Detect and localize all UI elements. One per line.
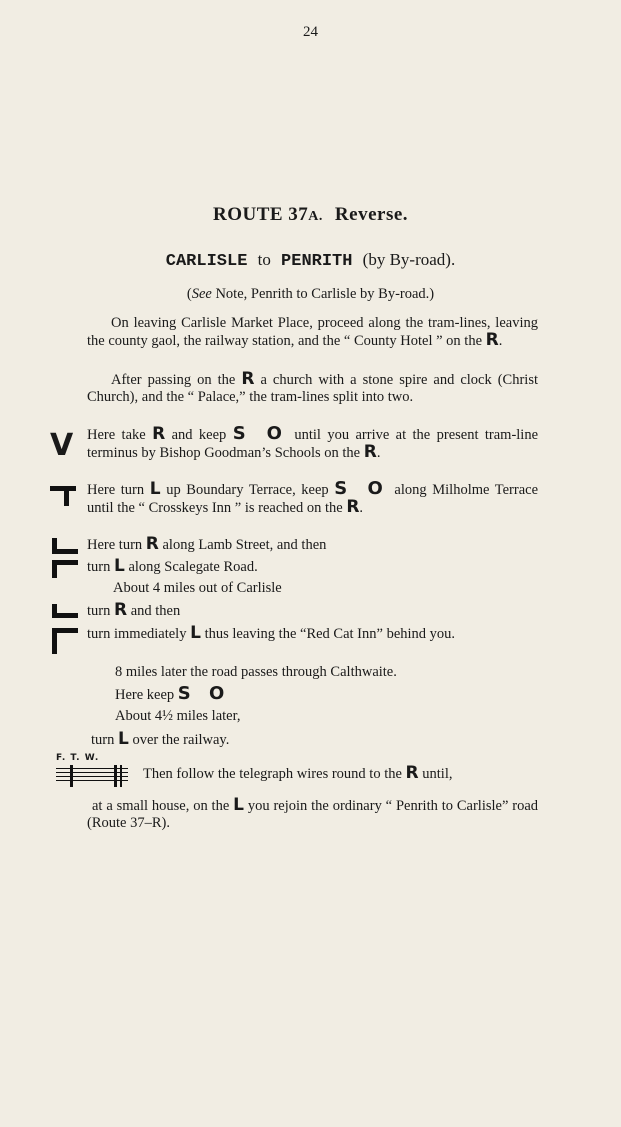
direction-symbol: R: [152, 424, 166, 444]
route-note: (See Note, Penrith to Carlisle by By-road.): [186, 286, 435, 302]
paragraph-13: turn L over the railway.: [91, 729, 230, 749]
ftw-label: F. T. W.: [56, 753, 100, 763]
straight-on-symbol: S O: [232, 423, 288, 444]
direction-symbol: R: [241, 369, 255, 389]
page-number: 24: [303, 24, 318, 40]
subtitle-rest: (by By-road).: [362, 250, 456, 269]
paragraph-6: turn L along Scalegate Road.: [87, 556, 258, 576]
paragraph-15: at a small house, on the L you rejoin the ordinary “ Penrith to Carlisle” road (Route 37–R).: [87, 795, 539, 831]
straight-on-symbol: S O: [334, 478, 389, 499]
route-title-suffix: A.: [308, 209, 323, 224]
telegraph-wires-icon: [56, 755, 130, 789]
paragraph-7: About 4 miles out of Carlisle: [113, 580, 282, 596]
v-sign-icon: V: [50, 428, 74, 463]
paragraph-12: About 4½ miles later,: [115, 708, 241, 724]
paragraph-2: After passing on the R a church with a stone spire and clock (Christ Church), and the “ Palace,” the tram-lines split into two.: [87, 369, 539, 405]
turn-sign-icon: [52, 538, 82, 580]
paragraph-14: Then follow the telegraph wires round to the R until,: [143, 763, 453, 783]
paragraph-11: Here keep S O: [115, 683, 231, 704]
turn-sign-icon: [52, 604, 82, 656]
direction-symbol: L: [113, 556, 125, 576]
subtitle-to: to: [257, 250, 271, 269]
paragraph-10: 8 miles later the road passes through Calthwaite.: [115, 664, 397, 680]
direction-symbol: R: [405, 763, 419, 783]
straight-on-symbol: S O: [177, 683, 231, 704]
paragraph-3: Here take R and keep S O until you arrive at the present tram-line terminus by Bishop Goodman’s Schools on the R.: [87, 423, 539, 462]
paragraph-5: Here turn R along Lamb Street, and then: [87, 534, 327, 554]
direction-symbol: R: [145, 534, 159, 554]
direction-symbol: L: [190, 623, 201, 643]
route-subtitle: [0, 250, 621, 271]
direction-symbol: R: [485, 329, 499, 350]
note-text: Note, Penrith to Carlisle by By-road.): [215, 286, 435, 302]
note-see: See: [191, 286, 212, 302]
direction-symbol: R: [363, 441, 377, 462]
route-title-reverse: Reverse.: [334, 204, 409, 225]
direction-symbol: R: [346, 496, 360, 517]
paragraph-4: Here turn L up Boundary Terrace, keep S O along Milholme Terrace until the “ Crosskeys Inn ” is reached on the R.: [87, 478, 539, 517]
direction-symbol: R: [113, 600, 128, 620]
route-title: [0, 204, 621, 226]
paragraph-8: turn R and then: [87, 600, 181, 620]
paragraph-1: On leaving Carlisle Market Place, proceed along the tram-lines, leaving the county gaol, the railway station, and the “ County Hotel ” on the R.: [87, 315, 538, 350]
direction-symbol: L: [117, 729, 129, 749]
route-title-main: ROUTE 37: [212, 204, 309, 225]
subtitle-dest: PENRITH: [281, 252, 353, 271]
paragraph-9: turn immediately L thus leaving the “Red Cat Inn” behind you.: [87, 623, 456, 643]
direction-symbol: L: [233, 795, 244, 815]
turn-sign-icon: [50, 486, 80, 508]
direction-symbol: L: [149, 479, 161, 499]
subtitle-from: CARLISLE: [165, 252, 248, 271]
